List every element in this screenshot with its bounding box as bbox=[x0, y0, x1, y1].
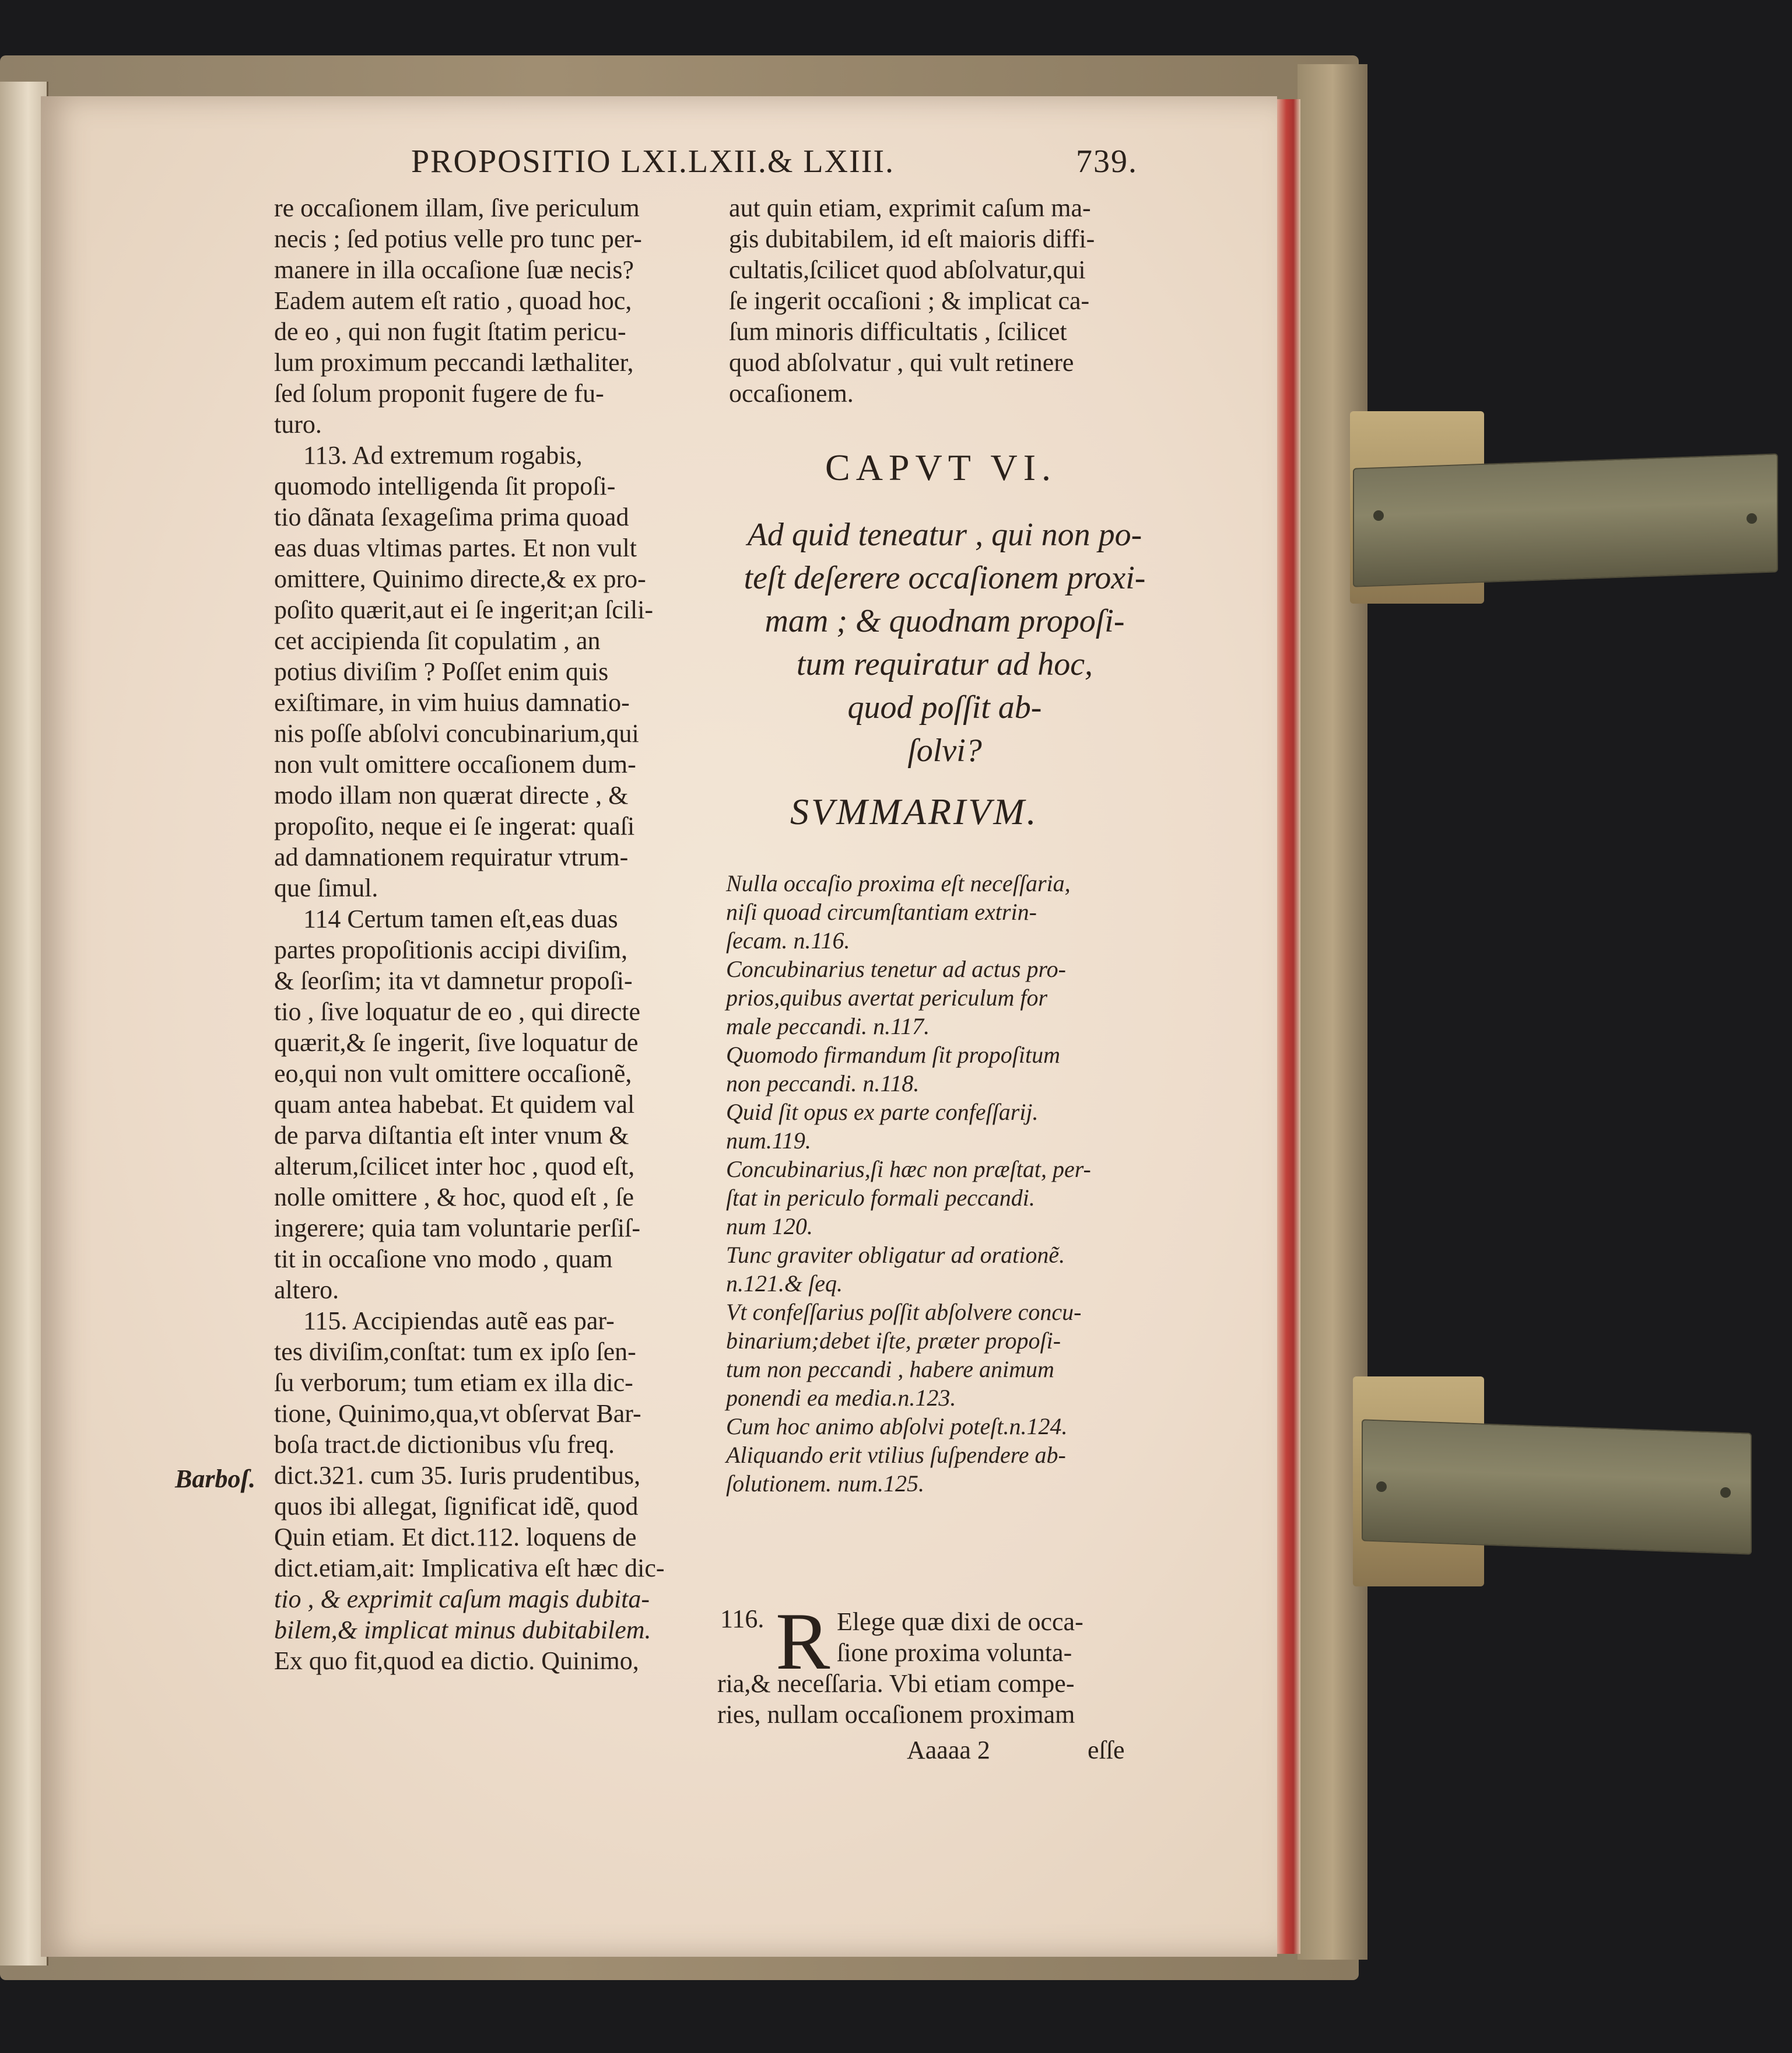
left-line: ad damnationem requiratur vtrum- bbox=[274, 843, 629, 871]
chapter-heading: CAPVT VI. bbox=[825, 447, 1057, 488]
summary-line: niſi quoad circumſtantiam extrin- bbox=[726, 899, 1037, 925]
summary-line: num.119. bbox=[726, 1127, 811, 1154]
right-line: quod abſolvatur , qui vult retinere bbox=[729, 348, 1074, 377]
left-line: tio dãnata ſexageſima prima quoad bbox=[274, 503, 629, 531]
left-line: poſito quærit,aut ei ſe ingerit;an ſcili- bbox=[274, 595, 654, 624]
right-line: aut quin etiam, exprimit caſum ma- bbox=[729, 194, 1091, 222]
chapter-title-line: teſt deſerere occaſionem proxi- bbox=[744, 560, 1146, 596]
left-line: Eadem autem eſt ratio , quoad hoc, bbox=[274, 286, 632, 315]
summary-line: Tunc graviter obligatur ad orationẽ. bbox=[726, 1242, 1065, 1268]
summary-line: prios,quibus avertat periculum for bbox=[726, 985, 1048, 1011]
book-fore-edge-cover bbox=[1297, 64, 1367, 1960]
right-line: gis dubitabilem, id eſt maioris diffi- bbox=[729, 225, 1095, 253]
summary-line: tum non peccandi , habere animum bbox=[726, 1356, 1054, 1382]
summary-list bbox=[726, 869, 1091, 1498]
left-line: Ex quo fit,quod ea dictio. Quinimo, bbox=[274, 1646, 639, 1675]
left-line: 115. Accipiendas autẽ eas par- bbox=[303, 1306, 615, 1335]
left-line: altero. bbox=[274, 1276, 339, 1304]
left-line: nolle omittere , & hoc, quod eſt , ſe bbox=[274, 1183, 634, 1211]
left-line: tio , & exprimit caſum magis dubita- bbox=[274, 1585, 650, 1613]
left-line: re occaſionem illam, ſive periculum bbox=[274, 194, 640, 222]
left-line: Quin etiam. Et dict.112. loquens de bbox=[274, 1523, 637, 1551]
summary-line: Quid ſit opus ex parte confeſſarij. bbox=[726, 1099, 1039, 1125]
chapter-title-line: tum requiratur ad hoc, bbox=[796, 646, 1093, 682]
left-line: omittere, Quinimo directe,& ex pro- bbox=[274, 565, 646, 593]
summary-line: ſolutionem. num.125. bbox=[726, 1470, 924, 1497]
right-column-top bbox=[729, 192, 1095, 409]
page-number: 739. bbox=[1076, 143, 1138, 180]
summary-line: n.121.& ſeq. bbox=[726, 1270, 843, 1297]
left-line: exiſtimare, in vim huius damnatio- bbox=[274, 688, 630, 717]
left-line: manere in illa occaſione ſuæ necis? bbox=[274, 255, 634, 284]
left-line: lum proximum peccandi læthaliter, bbox=[274, 348, 634, 377]
left-line: dict.etiam,ait: Implicativa eſt hæc dic- bbox=[274, 1554, 665, 1582]
drop-cap: R bbox=[776, 1596, 830, 1687]
left-line: nis poſſe abſolvi concubinarium,qui bbox=[274, 719, 639, 748]
left-line: ſed ſolum proponit fugere de fu- bbox=[274, 379, 604, 408]
summary-line: Cum hoc animo abſolvi poteſt.n.124. bbox=[726, 1413, 1068, 1439]
running-title: PROPOSITIO LXI.LXII.& LXIII. bbox=[411, 143, 895, 180]
upper-clasp-strap bbox=[1353, 453, 1778, 587]
left-line: eo,qui non vult omittere occaſionẽ, bbox=[274, 1059, 632, 1088]
summary-line: non peccandi. n.118. bbox=[726, 1070, 920, 1096]
left-line: quærit,& ſe ingerit, ſive loquatur de bbox=[274, 1028, 639, 1057]
left-line: alterum,ſcilicet inter hoc , quod eſt, bbox=[274, 1152, 635, 1180]
summary-line: Quomodo firmandum ſit propoſitum bbox=[726, 1042, 1060, 1068]
left-line: tione, Quinimo,qua,vt obſervat Bar- bbox=[274, 1399, 641, 1428]
summary-line: Concubinarius tenetur ad actus pro- bbox=[726, 956, 1066, 982]
left-line: necis ; ſed potius velle pro tunc per- bbox=[274, 225, 642, 253]
left-line: ſu verborum; tum etiam ex illa dic- bbox=[274, 1368, 633, 1397]
summary-line: male peccandi. n.117. bbox=[726, 1013, 930, 1039]
summary-line: binarium;debet iſte, præter propoſi- bbox=[726, 1327, 1061, 1354]
red-page-edges bbox=[1277, 99, 1300, 1954]
left-line: ingerere; quia tam voluntarie perſiſ- bbox=[274, 1214, 640, 1242]
summary-line: Concubinarius,ſi hæc non præſtat, per- bbox=[726, 1156, 1091, 1182]
summary-heading: SVMMARIVM. bbox=[790, 791, 1039, 832]
chapter-title-line: Ad quid teneatur , qui non po- bbox=[747, 517, 1142, 553]
lower-clasp-rivet bbox=[1376, 1481, 1387, 1492]
chapter-title-line: quod poſſit ab- bbox=[847, 689, 1042, 726]
left-line: cet accipienda ſit copulatim , an bbox=[274, 626, 601, 655]
summary-line: Aliquando erit vtilius ſuſpendere ab- bbox=[726, 1442, 1066, 1468]
chapter-title-line: ſolvi? bbox=[907, 733, 982, 769]
left-line: modo illam non quærat directe , & bbox=[274, 781, 629, 810]
upper-clasp-rivet bbox=[1747, 513, 1757, 524]
body-line: ries, nullam occaſionem proximam bbox=[717, 1700, 1075, 1729]
chapter-title-line: mam ; & quodnam propoſi- bbox=[765, 603, 1125, 639]
body-line: ria,& neceſſaria. Vbi etiam compe- bbox=[717, 1669, 1075, 1698]
left-line: turo. bbox=[274, 410, 322, 439]
left-line: tit in occaſione vno modo , quam bbox=[274, 1245, 613, 1273]
summary-line: num 120. bbox=[726, 1213, 813, 1239]
left-line: 113. Ad extremum rogabis, bbox=[303, 441, 583, 470]
signature-mark: Aaaaa 2 bbox=[907, 1736, 990, 1764]
right-line: ſum minoris difficultatis , ſcilicet bbox=[729, 317, 1067, 346]
catchword: eſſe bbox=[1088, 1736, 1125, 1764]
body-line: Elege quæ dixi de occa- bbox=[837, 1607, 1083, 1636]
summary-line: ſecam. n.116. bbox=[726, 927, 850, 954]
left-line: & ſeorſim; ita vt damnetur propoſi- bbox=[274, 966, 633, 995]
right-line: cultatis,ſcilicet quod abſolvatur,qui bbox=[729, 255, 1086, 284]
left-line: boſa tract.de dictionibus vſu freq. bbox=[274, 1430, 615, 1459]
left-line: propoſito, neque ei ſe ingerat: quaſi bbox=[274, 812, 635, 840]
left-line: partes propoſitionis accipi diviſim, bbox=[274, 936, 628, 964]
left-line: quos ibi allegat, ſignificat idẽ, quod bbox=[274, 1492, 639, 1521]
left-line: eas duas vltimas partes. Et non vult bbox=[274, 534, 637, 562]
upper-clasp-rivet bbox=[1373, 510, 1384, 521]
right-line: occaſionem. bbox=[729, 379, 854, 408]
paragraph-number: 116. bbox=[720, 1604, 765, 1633]
body-line: ſione proxima volunta- bbox=[837, 1638, 1072, 1667]
left-line: de eo , qui non fugit ſtatim pericu- bbox=[274, 317, 626, 346]
summary-line: ſtat in periculo formali peccandi. bbox=[726, 1185, 1035, 1211]
lower-clasp-strap bbox=[1362, 1419, 1752, 1554]
right-line: ſe ingerit occaſioni ; & implicat ca- bbox=[729, 286, 1090, 315]
left-line: que ſimul. bbox=[274, 874, 378, 902]
left-line: dict.321. cum 35. Iuris prudentibus, bbox=[274, 1461, 641, 1490]
chapter-title bbox=[726, 513, 1163, 772]
left-column bbox=[274, 192, 665, 1676]
left-line: tio , ſive loquatur de eo , qui directe bbox=[274, 997, 641, 1026]
left-line: tes diviſim,conſtat: tum ex ipſo ſen- bbox=[274, 1337, 636, 1366]
summary-line: Vt confeſſarius poſſit abſolvere concu- bbox=[726, 1299, 1082, 1325]
summary-line: ponendi ea media.n.123. bbox=[726, 1385, 956, 1411]
left-line: quam antea habebat. Et quidem val bbox=[274, 1090, 635, 1119]
left-line: quomodo intelligenda ſit propoſi- bbox=[274, 472, 616, 500]
left-line: potius diviſim ? Poſſet enim quis bbox=[274, 657, 609, 686]
left-line: de parva diſtantia eſt inter vnum & bbox=[274, 1121, 629, 1150]
left-line: non vult omittere occaſionem dum- bbox=[274, 750, 636, 779]
summary-line: Nulla occaſio proxima eſt neceſſaria, bbox=[726, 870, 1071, 896]
margin-note: Barboſ. bbox=[175, 1465, 256, 1493]
lower-clasp-rivet bbox=[1720, 1487, 1731, 1498]
left-line: 114 Certum tamen eſt,eas duas bbox=[303, 905, 618, 933]
left-line: bilem,& implicat minus dubitabilem. bbox=[274, 1616, 651, 1644]
